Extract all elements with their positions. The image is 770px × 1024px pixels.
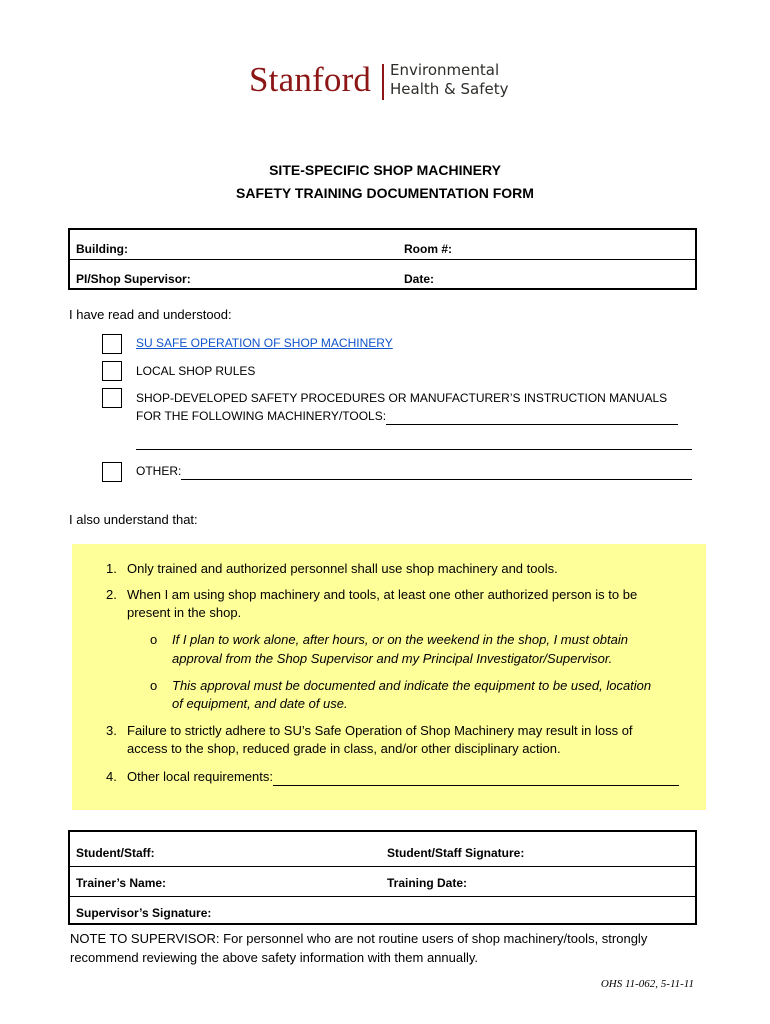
sub-1-text-2: approval from the Shop Supervisor and my Principal Investigator/Supervisor. [172,651,613,666]
req-2-number: 2. [106,587,117,602]
checkbox-safe-operation[interactable] [102,334,122,354]
understand-intro: I also understand that: [69,512,198,527]
form-title-line-2: SAFETY TRAINING DOCUMENTATION FORM [236,185,534,201]
machinery-tools-blank[interactable] [386,411,678,425]
form-code: OHS 11-062, 5-11-11 [600,978,694,990]
checkbox-shop-procedures[interactable] [102,388,122,408]
local-shop-rules-label: LOCAL SHOP RULES [136,364,256,378]
safe-operation-link[interactable] [136,334,393,352]
training-date-field[interactable]: Training Date: [387,876,468,890]
trainer-name-field[interactable]: Trainer’s Name: [76,876,167,890]
logo-divider [382,64,384,100]
checkbox-other[interactable] [102,462,122,482]
read-intro: I have read and understood: [69,307,232,322]
department-line-2: Health & Safety [390,80,509,98]
building-field[interactable]: Building: [76,242,128,256]
note-line-1: NOTE TO SUPERVISOR: For personnel who are not routine users of shop machinery/tools, strongly [70,931,648,946]
student-staff-field[interactable]: Student/Staff: [76,846,155,860]
sub-bullet-2: o [150,678,158,693]
shop-procedures-label-1: SHOP-DEVELOPED SAFETY PROCEDURES OR MANUFACTURER’S INSTRUCTION MANUALS [136,391,668,405]
sub-2-text-1: This approval must be documented and indicate the equipment to be used, location [172,678,652,693]
req-3-text-2: access to the shop, reduced grade in class, and/or other disciplinary action. [127,741,561,756]
sub-1-text-1: If I plan to work alone, after hours, or on the weekend in the shop, I must obtain [172,632,628,647]
req-2-text-2: present in the shop. [127,605,242,620]
sub-bullet-1: o [150,632,158,647]
req-1-number: 1. [106,561,117,576]
safe-operation-link-text[interactable]: SU SAFE OPERATION OF SHOP MACHINERY [136,336,393,350]
note-line-2: recommend reviewing the above safety information with them annually. [70,950,479,965]
shop-procedures-label-2 [136,407,692,425]
other-requirements-blank[interactable] [273,772,679,786]
sub-2-text-2: of equipment, and date of use. [172,696,348,711]
machinery-tools-blank-2[interactable] [136,449,692,450]
req-2-text-1: When I am using shop machinery and tools, at least one other authorized person is to be [127,587,638,602]
req-4-row [127,768,691,786]
other-row [136,462,694,480]
student-signature-field[interactable]: Student/Staff Signature: [387,846,525,860]
req-3-number: 3. [106,723,117,738]
date-field[interactable]: Date: [404,272,435,286]
other-label: OTHER: [136,464,182,478]
req-4-text: Other local requirements: [127,769,273,784]
machinery-tools-label: FOR THE FOLLOWING MACHINERY/TOOLS: [136,409,387,423]
req-3-text-1: Failure to strictly adhere to SU’s Safe Operation of Shop Machinery may result in loss of [127,723,633,738]
other-blank[interactable] [181,466,692,480]
req-4-number: 4. [106,769,117,784]
supervisor-signature-field[interactable]: Supervisor’s Signature: [76,906,212,920]
room-field[interactable]: Room #: [404,242,452,256]
department-name [390,61,508,99]
department-line-1: Environmental [390,61,500,79]
signature-table-divider-2 [69,896,696,897]
signature-table-divider-1 [69,866,696,867]
checkbox-local-shop-rules[interactable] [102,361,122,381]
form-title-line-1: SITE-SPECIFIC SHOP MACHINERY [269,162,501,178]
supervisor-field[interactable]: PI/Shop Supervisor: [76,272,191,286]
req-1-text: Only trained and authorized personnel shall use shop machinery and tools. [127,561,558,576]
stanford-logo: Stanford [249,60,372,99]
header-table-row-divider [69,259,696,260]
